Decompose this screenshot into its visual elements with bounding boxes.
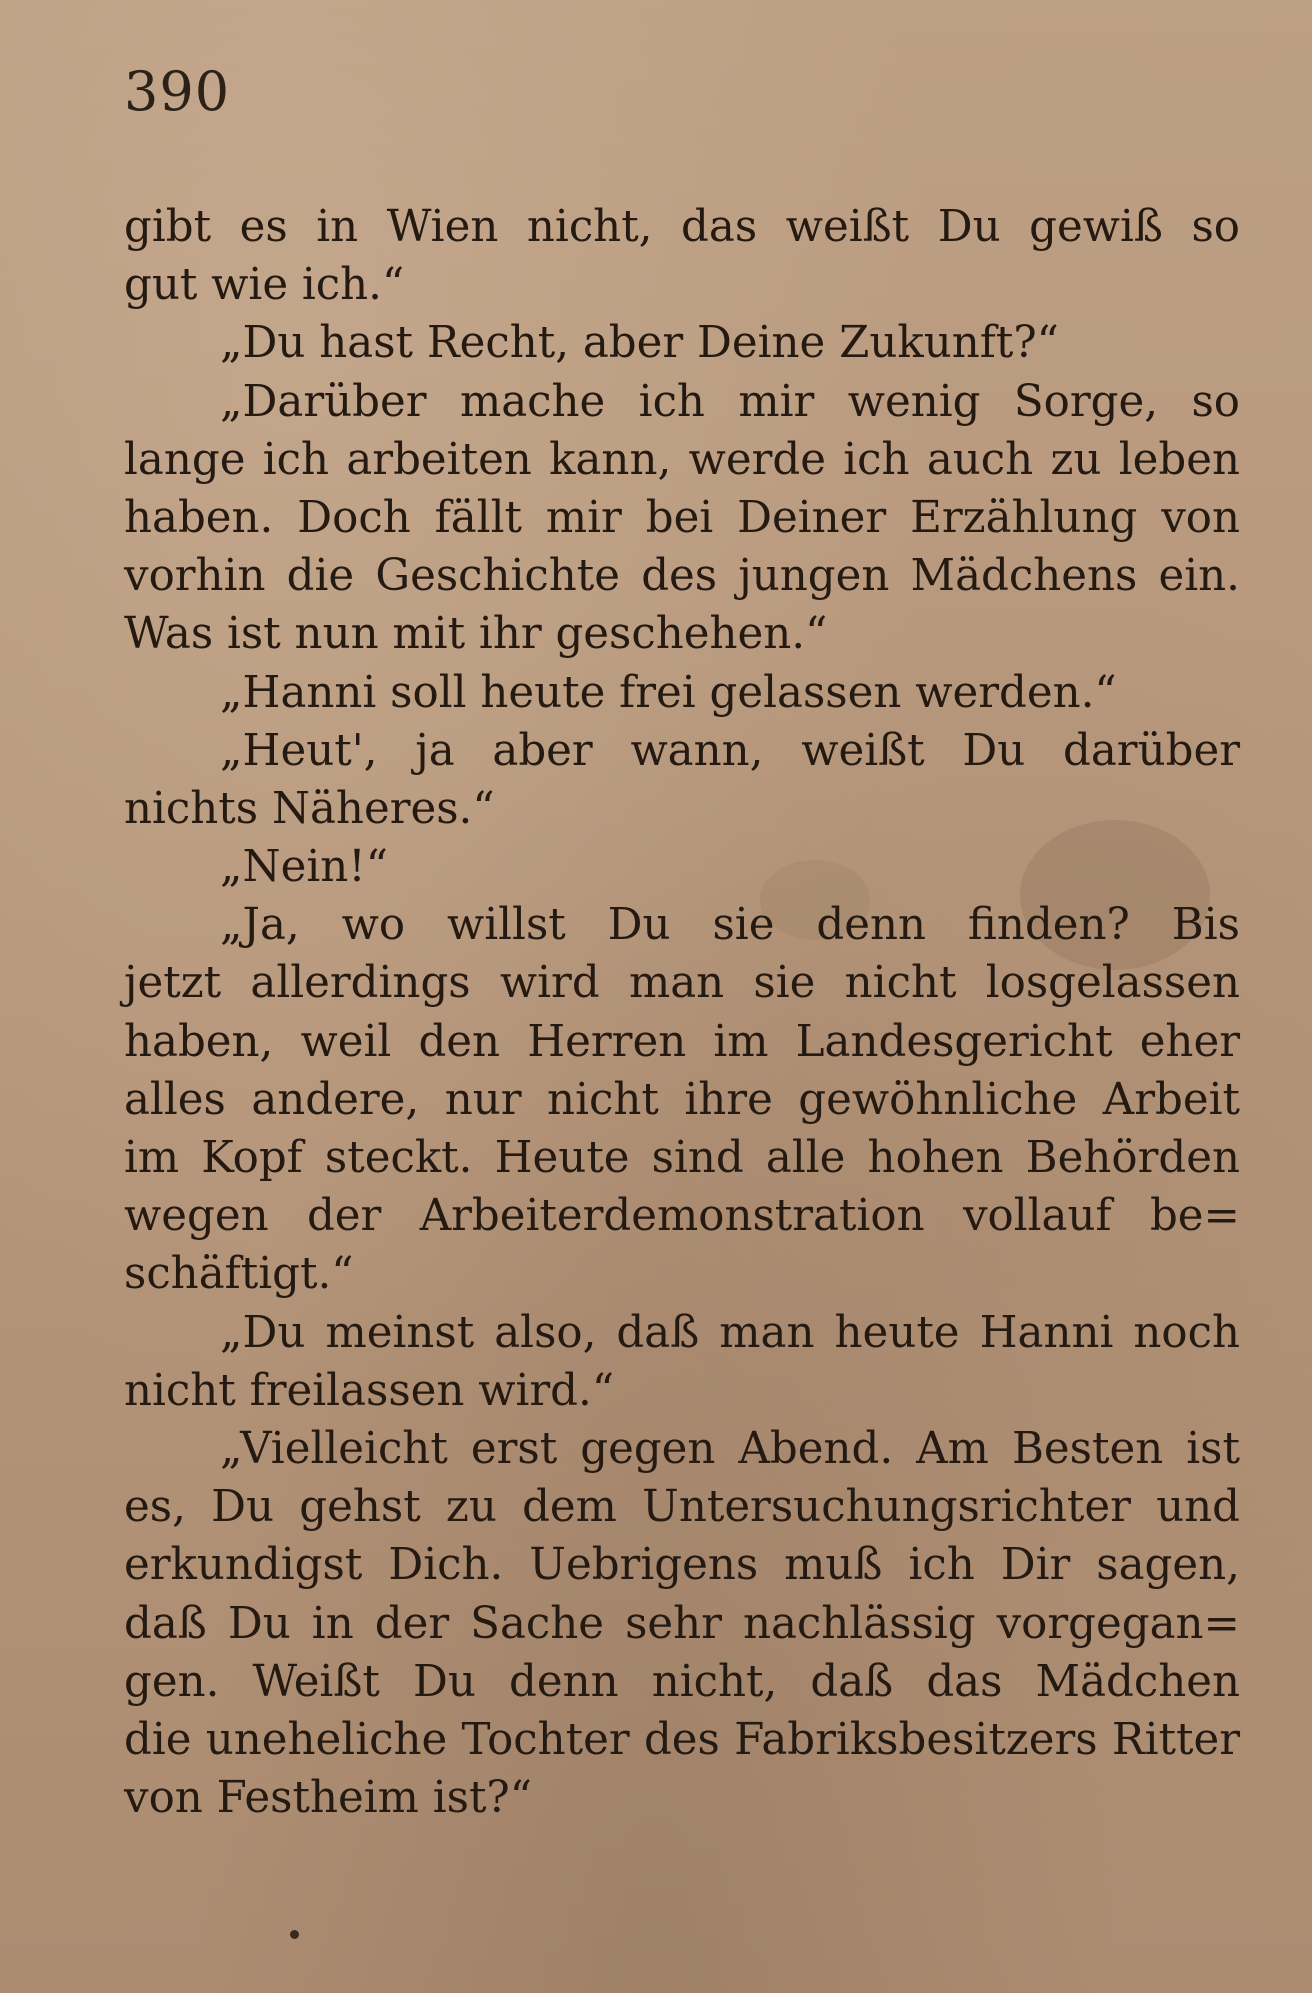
text-line: wegen der Arbeiterdemonstration vollauf be= xyxy=(124,1191,1240,1242)
text-line: schäftigt.“ xyxy=(124,1249,354,1300)
text-line: die uneheliche Tochter des Fabriksbesitzers Ritter xyxy=(124,1714,1240,1765)
text-line: „Vielleicht erst gegen Abend. Am Besten ist xyxy=(220,1423,1240,1474)
text-line: vorhin die Geschichte des jungen Mädchens ein. xyxy=(124,551,1240,602)
text-line: daß Du in der Sache sehr nachlässig vorgegan= xyxy=(124,1598,1240,1649)
text-line: von Festheim ist?“ xyxy=(124,1773,532,1824)
text-line: nicht freilassen wird.“ xyxy=(124,1365,615,1416)
page-number: 390 xyxy=(124,60,231,123)
text-line: „Du hast Recht, aber Deine Zukunft?“ xyxy=(220,318,1059,369)
text-line: gibt es in Wien nicht, das weißt Du gewiß so xyxy=(124,202,1240,252)
text-line: „Heut', ja aber wann, weißt Du darüber xyxy=(220,725,1240,776)
text-line: jetzt allerdings wird man sie nicht losgelassen xyxy=(124,958,1240,1009)
text-line: erkundigst Dich. Uebrigens muß ich Dir sagen, xyxy=(124,1540,1240,1591)
text-line: „Du meinst also, daß man heute Hanni noch xyxy=(220,1307,1240,1358)
text-line: lange ich arbeiten kann, werde ich auch zu leben xyxy=(124,434,1240,485)
text-line: haben. Doch fällt mir bei Deiner Erzählung von xyxy=(124,492,1240,543)
text-line: alles andere, nur nicht ihre gewöhnliche Arbeit xyxy=(124,1074,1240,1125)
body-text xyxy=(124,198,1240,1827)
text-line: im Kopf steckt. Heute sind alle hohen Behörden xyxy=(124,1133,1240,1183)
text-line: „Hanni soll heute frei gelassen werden.“ xyxy=(220,667,1117,718)
ink-speck xyxy=(290,1930,299,1939)
text-line: „Darüber mache ich mir wenig Sorge, so xyxy=(220,376,1240,427)
text-line: „Ja, wo willst Du sie denn finden? Bis xyxy=(220,900,1240,951)
text-line: es, Du gehst zu dem Untersuchungsrichter und xyxy=(124,1482,1240,1533)
text-line: gen. Weißt Du denn nicht, daß das Mädchen xyxy=(124,1656,1240,1707)
text-line: Was ist nun mit ihr geschehen.“ xyxy=(124,609,828,660)
text-line: nichts Näheres.“ xyxy=(124,783,495,834)
text-line: „Nein!“ xyxy=(220,842,388,893)
text-line: gut wie ich.“ xyxy=(124,260,405,311)
text-line: haben, weil den Herren im Landesgericht eher xyxy=(124,1016,1240,1067)
